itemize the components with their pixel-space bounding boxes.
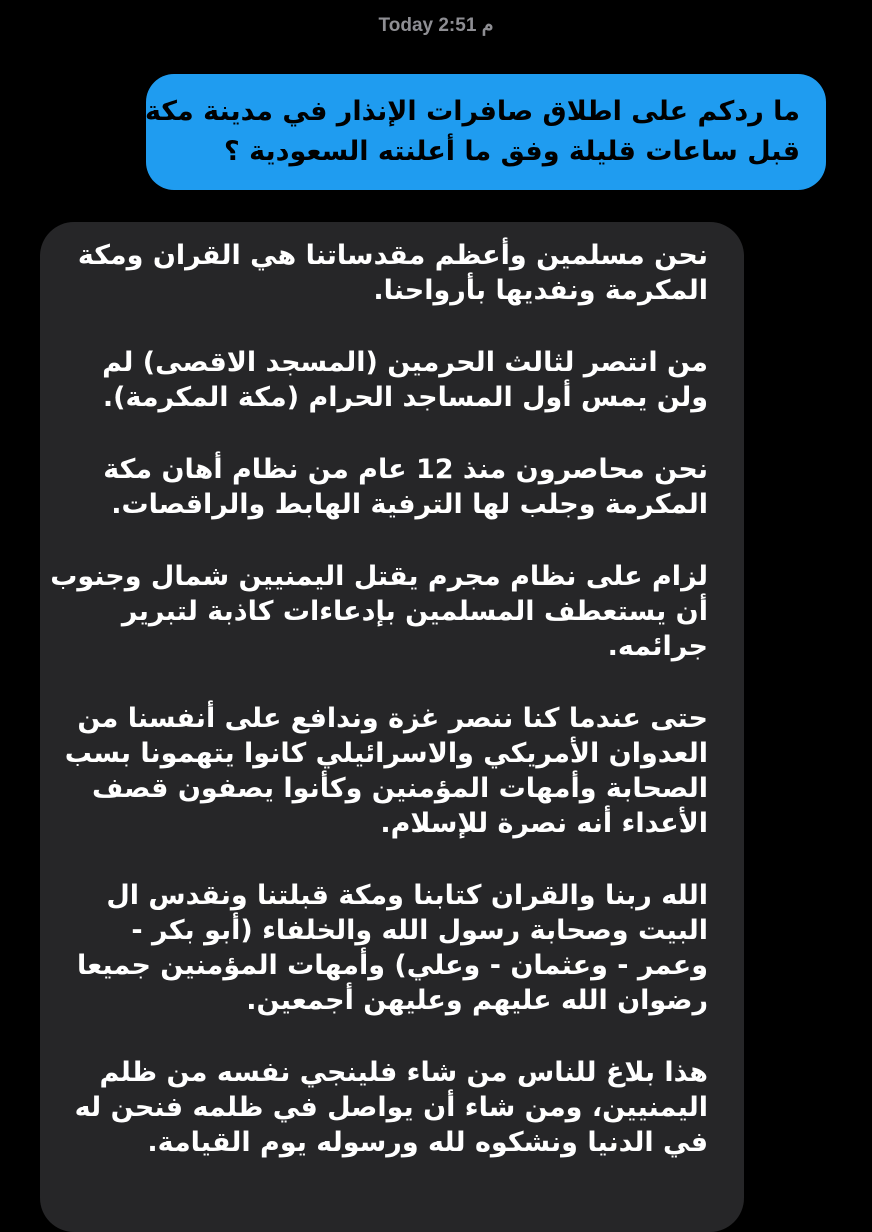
sent-message-line: ما ردكم على اطلاق صافرات الإنذار في مدينة مكة <box>144 96 800 127</box>
message-line: المكرمة ونفديها بأرواحنا. <box>373 275 708 306</box>
message-paragraph <box>50 559 708 664</box>
message-line: العدوان الأمريكي والاسرائيلي كانوا يتهمونا بسب <box>64 738 708 769</box>
message-line: جرائمه. <box>607 631 708 662</box>
timestamp-time: Today 2:51 <box>378 15 477 36</box>
message-line: ولن يمس أول المساجد الحرام (مكة المكرمة). <box>102 382 708 413</box>
message-paragraph <box>66 345 708 415</box>
message-line: في الدنيا ونشكوه لله ورسوله يوم القيامة. <box>147 1127 708 1158</box>
message-paragraph <box>66 1055 708 1160</box>
message-paragraph <box>66 878 708 1018</box>
timestamp-period: م <box>481 15 494 36</box>
sent-message-bubble[interactable] <box>146 74 826 190</box>
message-line: الأعداء أنه نصرة للإسلام. <box>380 808 708 839</box>
message-line: الله ربنا والقران كتابنا ومكة قبلتنا ونقدس ال <box>106 880 708 911</box>
received-message-bubble[interactable] <box>40 222 744 1232</box>
message-line: وعمر - وعثمان - وعلي) وأمهات المؤمنين جميعا <box>76 950 708 981</box>
message-line: المكرمة وجلب لها الترفية الهابط والراقصات. <box>111 489 708 520</box>
message-line: البيت وصحابة رسول الله والخلفاء (أبو بكر - <box>131 915 708 946</box>
message-line: نحن مسلمين وأعظم مقدساتنا هي القران ومكة <box>77 240 708 271</box>
message-line: حتى عندما كنا ننصر غزة وندافع على أنفسنا من <box>77 703 708 734</box>
message-line: نحن محاصرون منذ 12 عام من نظام أهان مكة <box>103 454 708 485</box>
sent-message-line: قبل ساعات قليلة وفق ما أعلنته السعودية ؟ <box>224 136 800 167</box>
message-line: هذا بلاغ للناس من شاء فلينجي نفسه من ظلم <box>99 1057 708 1088</box>
message-line: الصحابة وأمهات المؤمنين وكأنوا يصفون قصف <box>92 773 708 804</box>
message-line: رضوان الله عليهم وعليهن أجمعين. <box>246 985 708 1016</box>
message-paragraph <box>66 238 708 308</box>
message-timestamp <box>0 14 872 37</box>
message-line: لزام على نظام مجرم يقتل اليمنيين شمال وجنوب <box>50 561 708 592</box>
message-line: اليمنيين، ومن شاء أن يواصل في ظلمه فنحن له <box>74 1092 708 1123</box>
message-line: من انتصر لثالث الحرمين (المسجد الاقصى) لم <box>102 347 708 378</box>
message-paragraph <box>66 452 708 522</box>
message-paragraph <box>66 701 708 841</box>
message-line: أن يستعطف المسلمين بإدعاءات كاذبة لتبرير <box>121 596 708 627</box>
